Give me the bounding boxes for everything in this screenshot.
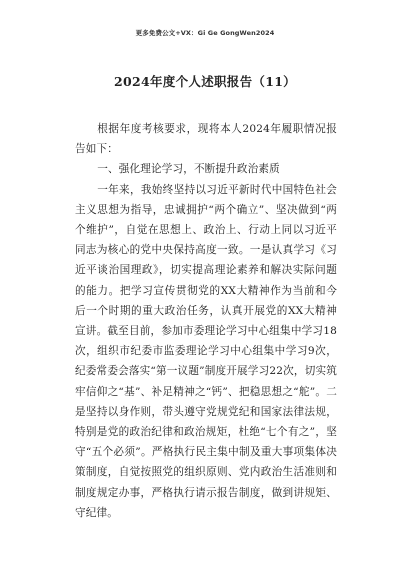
document-body: [75, 119, 337, 523]
section-body-paragraph: 一年来，我始终坚持以习近平新时代中国特色社会主义思想为指导，忠诚拥护“两个确立”、坚决做到“两个维护”，自觉在思想上、政治上、行动上同以习近平同志为核心的党中央保持高度一致。一是认真学习《习近平谈治国理政》，切实提高理论素养和解决实际问题的能力。把学习宣传贯彻党的XX大精神作为当前和今后一个时期的重大政治任务，认真开展党的XX大精神宣讲。截至目前，参加市委理论学习中心组集中学习18次，组织市纪委市监委理论学习中心组集中学习9次，纪委常委会落实“第一议题”制度开展学习22次，切实筑牢信仰之“基”、补足精神之“钙”、把稳思想之“舵”。二是坚持以身作则，带头遵守党规党纪和国家法律法规，特别是党的政治纪律和政治规矩，杜绝“七个有之”，坚守“五个必须”。严格执行民主集中制及重大事项集体决策制度，自觉按照党的组织原则、党内政治生活准则和制度规定办事，严格执行请示报告制度，做到讲规矩、守纪律。: [75, 183, 337, 519]
section-heading: 一、强化理论学习，不断提升政治素质: [97, 163, 280, 176]
header-note: 更多免费公文+VX：Gi Ge GongWen2024: [135, 29, 275, 37]
document-title: 2024年度个人述职报告（11）: [114, 74, 296, 89]
intro-paragraph: 根据年度考核要求，现将本人2024年履职情况报告如下：: [75, 123, 337, 156]
